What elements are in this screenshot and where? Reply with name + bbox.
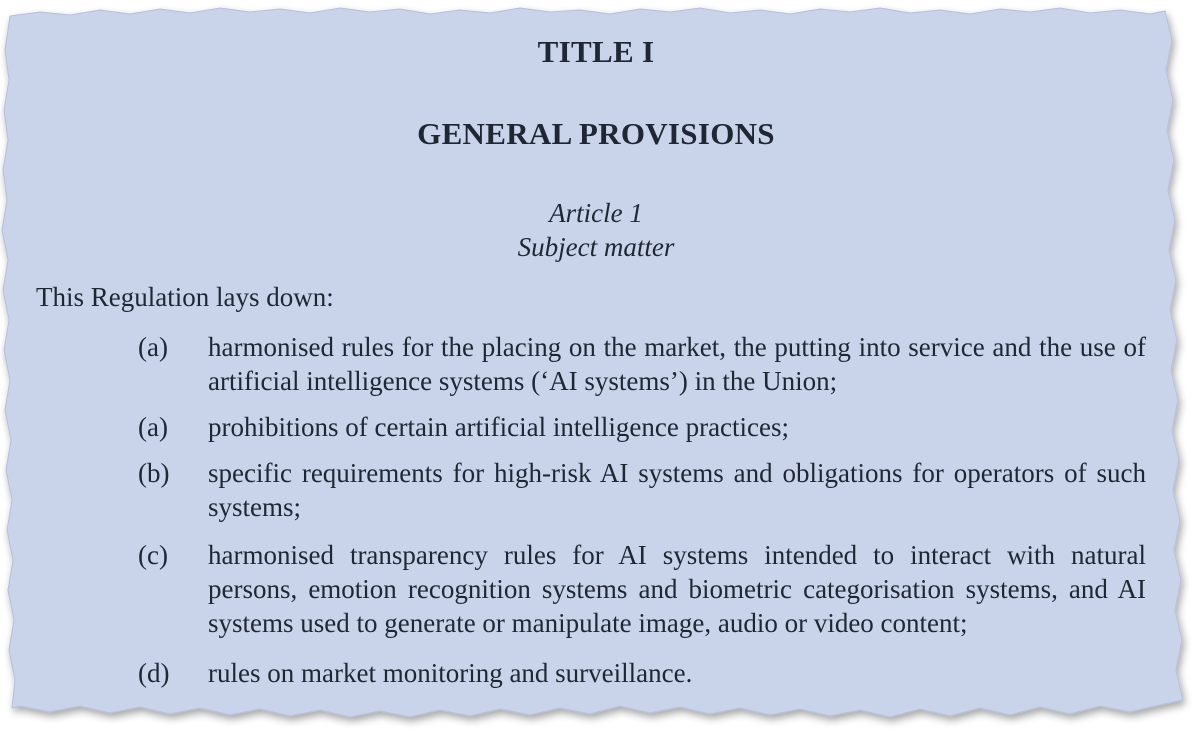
- list-item: [138, 538, 1146, 640]
- list-item-text: specific requirements for high-risk AI systems and obligations for operators of such systems;: [208, 458, 1146, 522]
- list-item: [138, 410, 1146, 444]
- article-subject: Subject matter: [517, 232, 675, 262]
- subtitle-heading: GENERAL PROVISIONS: [417, 116, 775, 151]
- title-heading: TITLE I: [537, 34, 655, 69]
- list-item-text: harmonised rules for the placing on the market, the putting into service and the use of artificial intelligence systems (‘AI systems’) in the Union;: [208, 332, 1146, 396]
- intro-paragraph: This Regulation lays down:: [36, 282, 334, 312]
- article-number: Article 1: [549, 198, 643, 228]
- list-item: [138, 456, 1146, 524]
- list-item-text: prohibitions of certain artificial intelligence practices;: [208, 412, 790, 442]
- list-item-marker: (b): [138, 458, 170, 488]
- list-item-text: rules on market monitoring and surveillance.: [208, 658, 693, 688]
- list-item-text: harmonised transparency rules for AI systems intended to interact with natural persons, emotion recognition systems and biometric categorisation systems, and AI systems used to generate or manipulate image, audio or video content;: [208, 540, 1146, 638]
- list-item-marker: (c): [138, 540, 168, 570]
- list-item-marker: (a): [138, 332, 168, 362]
- list-item-marker: (a): [138, 412, 168, 442]
- list-item-marker: (d): [138, 658, 170, 688]
- document-body: [36, 28, 1156, 698]
- list-item: [138, 656, 1146, 690]
- list-item: [138, 330, 1146, 398]
